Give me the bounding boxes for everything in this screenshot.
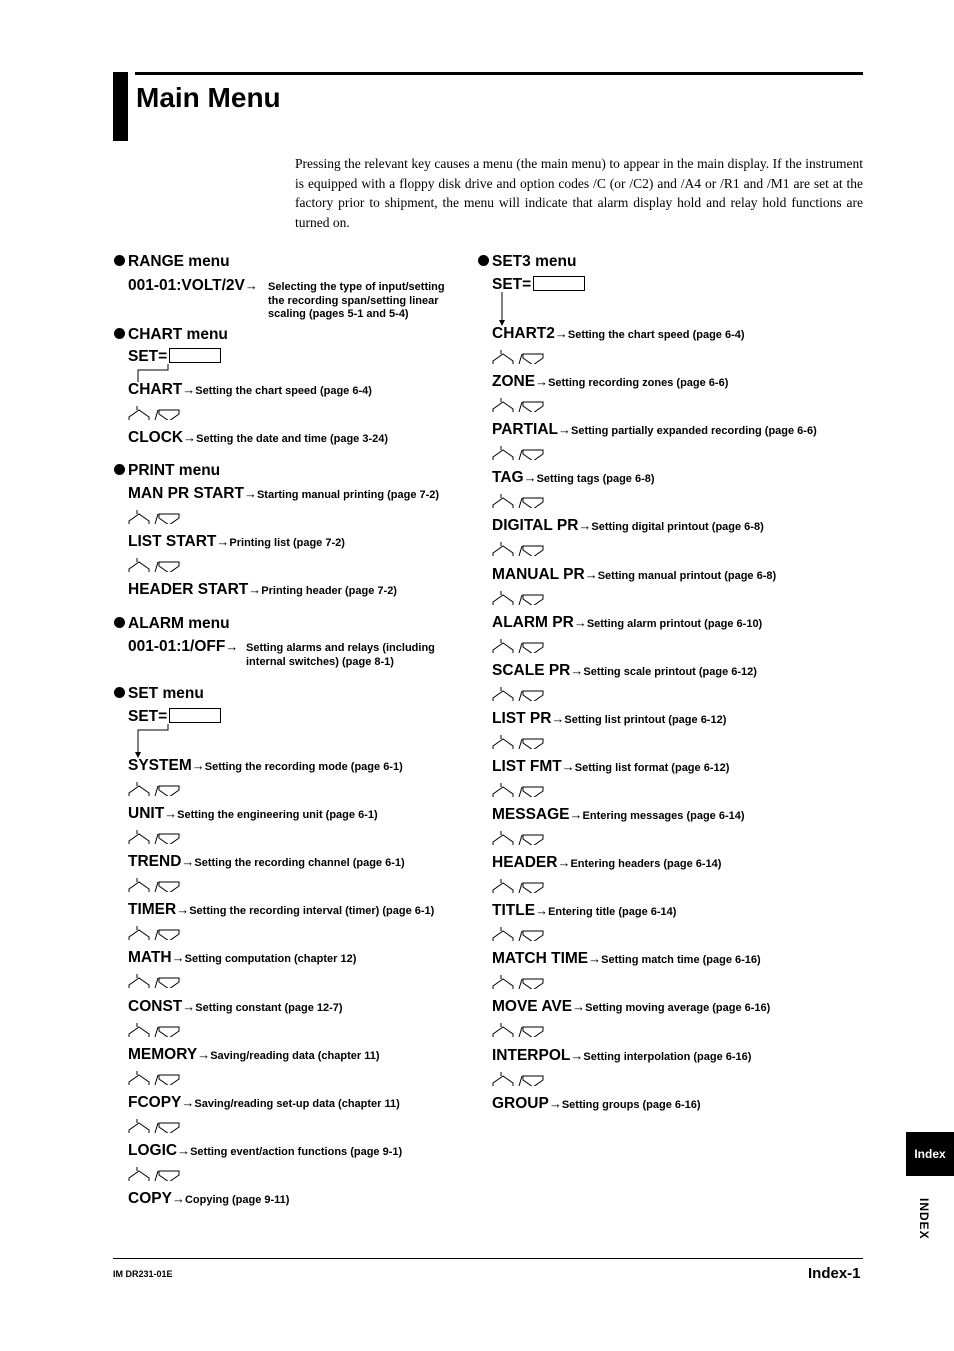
set3-menu-item <box>492 854 721 872</box>
menu-item-description: Setting moving average (page 6-16) <box>585 1002 771 1015</box>
menu-item-description: Setting scale printout (page 6-12) <box>583 665 757 678</box>
up-down-key-icon <box>492 591 546 605</box>
up-down-key-icon <box>492 687 546 701</box>
menu-item-description: Saving/reading set-up data (chapter 11) <box>194 1097 400 1110</box>
set3-set-field: SET= <box>492 276 585 294</box>
title-bar-decoration <box>113 72 128 141</box>
menu-item-label: MOVE AVE <box>492 998 573 1016</box>
arrow-icon: → <box>578 518 592 534</box>
set-value-box <box>169 708 221 723</box>
arrow-icon: → <box>216 534 230 549</box>
arrow-icon: → <box>197 1046 211 1062</box>
menu-item-label: CLOCK <box>128 429 184 446</box>
arrow-icon: → <box>572 999 586 1015</box>
arrow-icon: → <box>244 278 258 293</box>
arrow-icon: → <box>248 582 262 597</box>
bullet-icon <box>114 255 125 266</box>
set3-menu-item <box>492 614 762 632</box>
menu-item-label: SYSTEM <box>128 757 192 774</box>
menu-item-description: Setting computation (chapter 12) <box>184 953 357 966</box>
arrow-icon: → <box>171 1190 185 1206</box>
menu-item-description: Setting event/action functions (page 9-1) <box>190 1145 403 1158</box>
print-menu-heading: PRINT menu <box>114 462 220 480</box>
set-menu-item <box>128 1046 380 1064</box>
menu-item-description: Setting list printout (page 6-12) <box>564 713 727 726</box>
arrow-icon: → <box>225 639 239 654</box>
print-menu-item <box>128 533 345 551</box>
menu-item-description: Setting groups (page 6-16) <box>561 1098 701 1111</box>
arrow-icon: → <box>191 758 205 773</box>
menu-item-description: Setting tags (page 6-8) <box>536 473 655 486</box>
menu-item-label: DIGITAL PR <box>492 517 579 535</box>
up-down-key-icon <box>128 878 182 892</box>
bullet-icon <box>478 255 489 266</box>
set3-menu-item <box>492 998 770 1016</box>
menu-item-description: Setting alarm printout (page 6-10) <box>586 617 763 630</box>
chart-menu-connector <box>132 364 172 384</box>
menu-item-label: HEADER <box>492 854 558 872</box>
set-menu-connector <box>132 724 172 760</box>
range-menu-description: Selecting the type of input/setting the recording span/setting linear scaling (pages 5-1 and 5-4) <box>268 281 445 320</box>
set-menu-item <box>128 757 403 775</box>
set3-menu-item <box>492 710 726 728</box>
arrow-icon: → <box>557 855 571 871</box>
menu-item-label: TREND <box>128 853 182 871</box>
up-down-key-icon <box>128 926 182 940</box>
arrow-icon: → <box>584 566 598 582</box>
menu-item-description: Setting digital printout (page 6-8) <box>591 521 764 534</box>
alarm-menu-description: Setting alarms and relays (including internal switches) (page 8-1) <box>246 642 435 668</box>
arrow-icon: → <box>243 486 257 501</box>
set-menu-item <box>128 949 356 967</box>
set3-menu-item <box>492 1047 751 1065</box>
up-down-key-icon <box>492 879 546 893</box>
set-set-field: SET= <box>128 708 221 726</box>
arrow-icon: → <box>171 950 185 966</box>
arrow-icon: → <box>535 903 549 919</box>
up-down-key-icon <box>128 558 182 572</box>
menu-item-label: MESSAGE <box>492 806 570 823</box>
footer-page-number: Index-1 <box>808 1265 861 1282</box>
set3-menu-item <box>492 373 728 391</box>
arrow-icon: → <box>548 1095 562 1111</box>
up-down-key-icon <box>128 1071 182 1085</box>
set-menu-item <box>128 1190 289 1208</box>
set3-menu-item <box>492 806 745 824</box>
arrow-icon: → <box>523 470 537 486</box>
print-menu-item <box>128 485 439 503</box>
menu-item-description: Entering title (page 6-14) <box>548 906 677 919</box>
arrow-icon: → <box>554 326 568 341</box>
intro-paragraph: Pressing the relevant key causes a menu (the main menu) to appear in the main display. If the instrument is equipped with a floppy disk drive and option codes /C (or /C2) and /A4 or /R1 and /M1 are set at the factory prior to shipment, the menu will indicate that alarm display hold and relay hold functions are turned on. <box>295 156 863 230</box>
up-down-key-icon <box>492 350 546 364</box>
menu-item-label: SCALE PR <box>492 661 571 679</box>
menu-item-label: MANUAL PR <box>492 565 585 583</box>
set3-menu-item <box>492 421 817 439</box>
menu-item-label: LIST START <box>128 533 217 550</box>
up-down-key-icon <box>128 1119 182 1133</box>
set3-menu-connector <box>496 292 536 328</box>
up-down-key-icon <box>492 1023 546 1037</box>
menu-item-description: Entering messages (page 6-14) <box>582 810 745 822</box>
set-menu-item <box>128 998 343 1016</box>
bullet-icon <box>114 687 125 698</box>
up-down-key-icon <box>128 830 182 844</box>
menu-item-description: Printing header (page 7-2) <box>261 585 397 597</box>
up-down-key-icon <box>492 398 546 412</box>
set-menu-item <box>128 1142 402 1160</box>
arrow-icon: → <box>177 1142 191 1158</box>
up-down-key-icon <box>492 1072 546 1086</box>
menu-item-label: COPY <box>128 1189 172 1207</box>
title-rule <box>135 72 863 75</box>
index-tab[interactable]: Index <box>906 1132 954 1176</box>
menu-item-label: CONST <box>128 997 183 1015</box>
menu-item-description: Setting interpolation (page 6-16) <box>583 1050 752 1063</box>
up-down-key-icon <box>492 975 546 989</box>
menu-item-label: CHART <box>128 381 183 398</box>
up-down-key-icon <box>492 639 546 653</box>
menu-item-description: Setting the chart speed (page 6-4) <box>195 385 372 397</box>
menu-item-label: LIST PR <box>492 709 552 727</box>
range-menu-item: 001-01:VOLT/2V→ <box>128 277 258 294</box>
up-down-key-icon <box>128 974 182 988</box>
up-down-key-icon <box>492 542 546 556</box>
set3-menu-item <box>492 758 729 776</box>
menu-item-description: Setting list format (page 6-12) <box>574 761 730 774</box>
footer-document-code: IM DR231-01E <box>113 1269 173 1279</box>
up-down-key-icon <box>128 510 182 524</box>
menu-item-label: TITLE <box>492 902 536 920</box>
index-vertical-label: INDEX <box>917 1198 931 1240</box>
menu-item-label: PARTIAL <box>492 421 559 439</box>
arrow-icon: → <box>551 710 565 726</box>
arrow-icon: → <box>573 614 587 630</box>
arrow-icon: → <box>181 1094 195 1110</box>
menu-item-label: GROUP <box>492 1094 549 1112</box>
page-title: Main Menu <box>136 82 281 113</box>
menu-item-label: INTERPOL <box>492 1046 571 1064</box>
bullet-icon <box>114 328 125 339</box>
menu-item-label: UNIT <box>128 805 165 823</box>
up-down-key-icon <box>492 927 546 941</box>
menu-item-label: MATH <box>128 949 172 967</box>
set-menu-item <box>128 853 405 871</box>
chart-set-field: SET= <box>128 348 221 366</box>
up-down-key-icon <box>128 406 182 420</box>
set3-menu-heading: SET3 menu <box>478 253 576 271</box>
menu-item-label: CHART2 <box>492 325 555 342</box>
arrow-icon: → <box>569 807 583 822</box>
set-value-box <box>169 348 221 363</box>
arrow-icon: → <box>183 430 197 445</box>
menu-item-description: Setting the recording interval (timer) (page 6-1) <box>189 905 435 918</box>
set3-menu-item <box>492 517 764 535</box>
arrow-icon: → <box>561 758 575 774</box>
bullet-icon <box>114 617 125 628</box>
set3-menu-item <box>492 1095 701 1113</box>
print-menu-item <box>128 581 397 599</box>
arrow-icon: → <box>558 422 572 438</box>
menu-item-description: Setting the date and time (page 3-24) <box>196 433 389 445</box>
menu-item-label: LIST FMT <box>492 757 562 775</box>
up-down-key-icon <box>492 735 546 749</box>
up-down-key-icon <box>128 1167 182 1181</box>
set-value-box <box>533 276 585 291</box>
footer-rule <box>113 1258 863 1259</box>
set3-menu-item <box>492 469 655 487</box>
up-down-key-icon <box>128 1023 182 1037</box>
arrow-icon: → <box>588 951 602 967</box>
bullet-icon <box>114 464 125 475</box>
menu-item-label: TIMER <box>128 901 177 919</box>
set-menu-item <box>128 901 434 919</box>
menu-item-description: Setting the recording mode (page 6-1) <box>204 761 403 773</box>
set3-menu-item <box>492 950 761 968</box>
menu-item-label: MEMORY <box>128 1045 198 1063</box>
set3-menu-item <box>492 902 676 920</box>
set-menu-item <box>128 1094 400 1112</box>
menu-item-label: FCOPY <box>128 1093 182 1111</box>
up-down-key-icon <box>492 446 546 460</box>
range-menu-heading: RANGE menu <box>114 253 230 271</box>
set-menu-heading: SET menu <box>114 685 204 703</box>
arrow-icon: → <box>181 854 195 870</box>
menu-item-label: ZONE <box>492 373 536 391</box>
menu-item-description: Setting the chart speed (page 6-4) <box>567 329 745 341</box>
arrow-icon: → <box>570 1047 584 1063</box>
menu-item-description: Saving/reading data (chapter 11) <box>210 1049 380 1062</box>
menu-item-description: Setting partially expanded recording (page 6-6) <box>571 425 817 438</box>
arrow-icon: → <box>164 806 178 822</box>
arrow-icon: → <box>176 902 190 918</box>
menu-item-description: Setting the engineering unit (page 6-1) <box>177 809 378 822</box>
arrow-icon: → <box>535 374 549 390</box>
arrow-icon: → <box>570 662 584 678</box>
alarm-menu-item: 001-01:1/OFF→ <box>128 638 239 655</box>
up-down-key-icon <box>492 831 546 845</box>
menu-item-description: Setting constant (page 12-7) <box>195 1001 343 1014</box>
chart-menu-heading: CHART menu <box>114 326 228 344</box>
menu-item-label: MATCH TIME <box>492 950 589 968</box>
set-menu-item <box>128 805 378 823</box>
menu-item-description: Setting match time (page 6-16) <box>601 954 761 967</box>
set3-menu-item <box>492 566 776 584</box>
set3-menu-item <box>492 662 757 680</box>
menu-item-label: TAG <box>492 469 524 487</box>
menu-item-description: Entering headers (page 6-14) <box>570 858 722 871</box>
up-down-key-icon <box>128 782 182 796</box>
up-down-key-icon <box>492 494 546 508</box>
menu-item-description: Copying (page 9-11) <box>184 1193 290 1206</box>
menu-item-label: LOGIC <box>128 1141 178 1159</box>
menu-item-description: Setting the recording channel (page 6-1) <box>194 857 405 870</box>
menu-item-label: ALARM PR <box>492 613 574 631</box>
arrow-icon: → <box>182 998 196 1014</box>
arrow-icon: → <box>182 382 196 397</box>
menu-item-label: HEADER START <box>128 581 249 598</box>
chart-menu-item <box>128 429 388 447</box>
menu-item-label: MAN PR START <box>128 485 244 502</box>
menu-item-description: Setting manual printout (page 6-8) <box>597 569 777 582</box>
up-down-key-icon <box>492 783 546 797</box>
menu-item-description: Setting recording zones (page 6-6) <box>548 377 729 390</box>
menu-item-description: Starting manual printing (page 7-2) <box>256 489 440 501</box>
menu-item-description: Printing list (page 7-2) <box>229 537 345 549</box>
alarm-menu-heading: ALARM menu <box>114 615 230 633</box>
set3-menu-item <box>492 325 745 343</box>
